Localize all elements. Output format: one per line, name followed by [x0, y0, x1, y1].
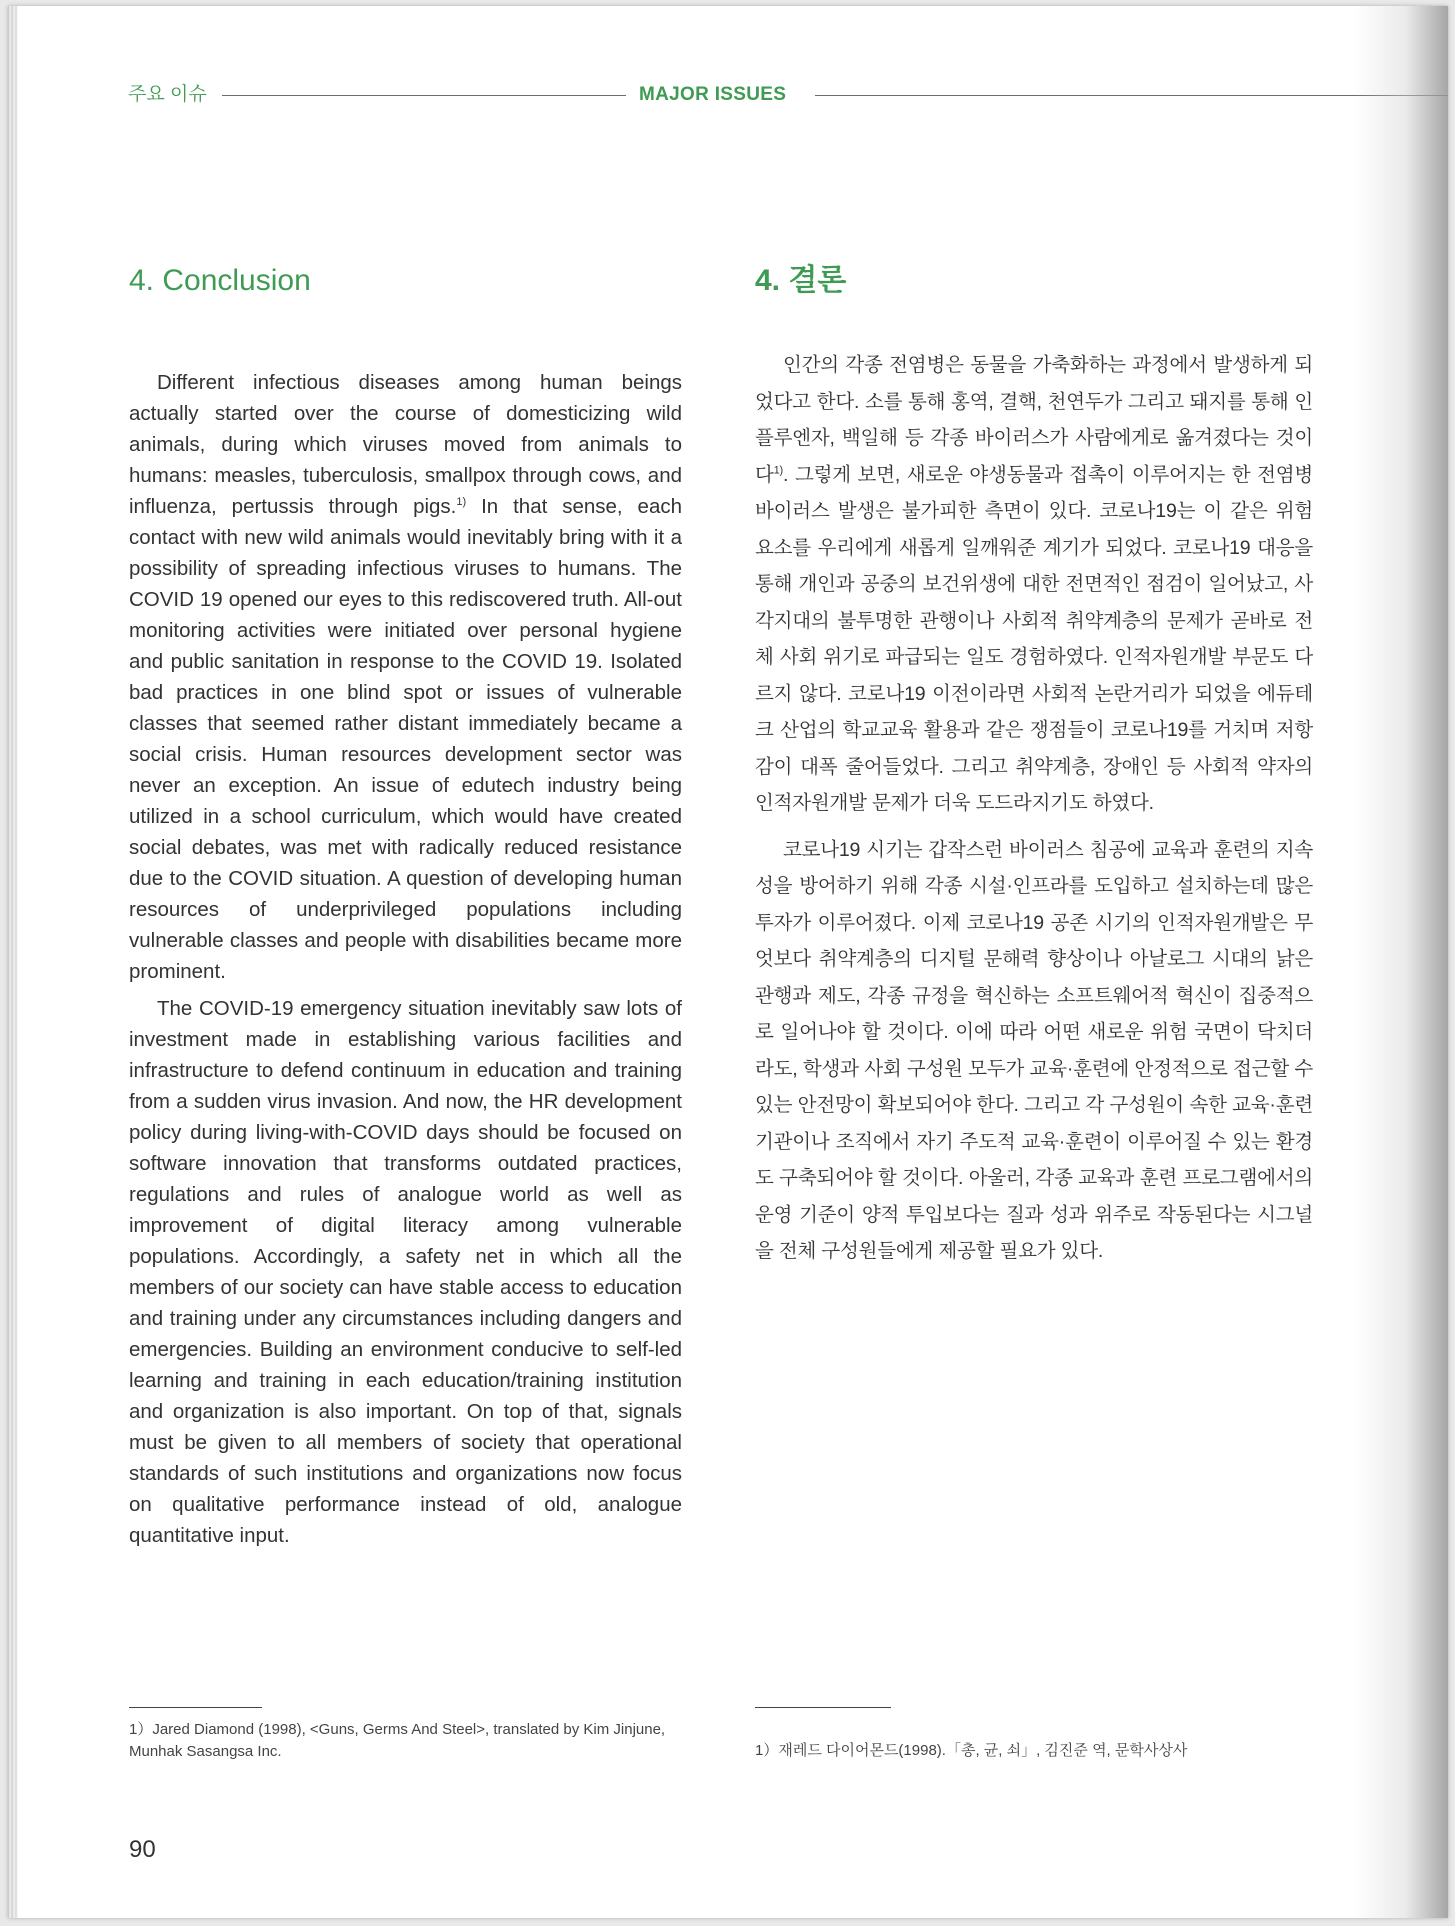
english-footnote: 1）Jared Diamond (1998), <Guns, Germs And Steel>, translated by Kim Jinjune, Munhak Sasangsa Inc.: [129, 1721, 666, 1760]
korean-section-title: 4. 결론: [755, 264, 847, 297]
gutter-shadow: [1353, 6, 1448, 1918]
english-paragraph-1-text-a: Different infectious diseases among human beings actually started over the course of domesticizing wild animals, during which viruses moved from animals to humans: measles, tuberculosis, smallpox through cows, and influenza, pertussis through pigs.: [129, 371, 682, 518]
korean-paragraph-1: [755, 347, 1313, 822]
header-rule-left: [222, 95, 626, 96]
korean-paragraph-1-text-a: 인간의 각종 전염병은 동물을 가축화하는 과정에서 발생하게 되었다고 한다. 소를 통해 홍역, 결핵, 천연두가 그리고 돼지를 통해 인플루엔자, 백일해 등 각종 바이러스가 사람에게로 옮겨졌다는 것이다: [755, 354, 1313, 486]
footnote-ref: 1): [773, 464, 784, 476]
header-korean-label: 주요 이슈: [128, 84, 207, 105]
english-paragraph-2: The COVID-19 emergency situation inevitably saw lots of investment made in establishing various facilities and infrastructure to defend continuum in education and training from a sudden virus invasion. And now, the HR development policy during living-with-COVID days should be focused on software innovation that transforms outdated practices, regulations and rules of analogue world as well as improvement of digital literacy among vulnerable populations. Accordingly, a safety net in which all the members of our society can have stable access to education and training under any circumstances including dangers and emergencies. Building an environment conducive to self-led learning and training in each education/training institution and organization is also important. On top of that, signals must be given to all members of society that operational standards of such institutions and organizations now focus on qualitative performance instead of old, analogue quantitative input.: [129, 997, 682, 1547]
page-number: 90: [129, 1836, 156, 1863]
english-footnote-rule: [129, 1707, 262, 1708]
running-header: [128, 80, 1448, 110]
header-english-label: MAJOR ISSUES: [639, 84, 787, 105]
korean-paragraph-1-text-b: . 그렇게 보면, 새로운 야생동물과 접촉이 이루어지는 한 전염병 바이러스 발생은 불가피한 측면이 있다. 코로나19는 이 같은 위험 요소를 우리에게 새롭게 일깨워준 계기가 되었다. 코로나19 대응을 통해 개인과 공중의 보건위생에 대한 전면적인 점검이 일어났고, 사각지대의 불투명한 관행이나 사회적 취약계층의 문제가 곧바로 전체 사회 위기로 파급되는 일도 경험하였다. 인적자원개발 부문도 다르지 않다. 코로나19 이전이라면 사회적 논란거리가 되었을 에듀테크 산업의 학교교육 활용과 같은 쟁점들이 코로나19를 거치며 저항감이 대폭 줄어들었다. 그리고 취약계층, 장애인 등 사회적 약자의 인적자원개발 문제가 더욱 도드라지기도 하였다.: [755, 463, 1313, 814]
english-paragraph-1: [129, 367, 682, 987]
english-paragraph-1-text-b: In that sense, each contact with new wild animals would inevitably bring with it a possibility of spreading infectious viruses to humans. The COVID 19 opened our eyes to this rediscovered truth. All-out monitoring activities were initiated over personal hygiene and public sanitation in response to the COVID 19. Isolated bad practices in one blind spot or issues of vulnerable classes that seemed rather distant immediately became a social crisis. Human resources development sector was never an exception. An issue of edutech industry being utilized in a school curriculum, which would have created social debates, was met with radically reduced resistance due to the COVID situation. A question of developing human resources of underprivileged populations including vulnerable classes and people with disabilities became more prominent.: [129, 495, 682, 983]
korean-column: [755, 347, 1313, 1270]
korean-footnote: 1）재레드 다이어몬드(1998).「총, 균, 쇠」, 김진준 역, 문학사상사: [755, 1742, 1188, 1759]
english-column: [129, 367, 682, 1551]
page: [8, 6, 1448, 1918]
korean-paragraph-2: 코로나19 시기는 갑작스런 바이러스 침공에 교육과 훈련의 지속성을 방어하기 위해 각종 시설·인프라를 도입하고 설치하는데 많은 투자가 이루어졌다. 이제 코로나19 공존 시기의 인적자원개발은 무엇보다 취약계층의 디지털 문해력 향상이나 아날로그 시대의 낡은 관행과 제도, 각종 규정을 혁신하는 소프트웨어적 혁신이 집중적으로 일어나야 할 것이다. 이에 따라 어떤 새로운 위험 국면이 닥치더라도, 학생과 사회 구성원 모두가 교육·훈련에 안정적으로 접근할 수 있는 안전망이 확보되어야 한다. 그리고 각 구성원이 속한 교육·훈련 기관이나 조직에서 자기 주도적 교육·훈련이 이루어질 수 있는 환경도 구축되어야 할 것이다. 아울러, 각종 교육과 훈련 프로그램에서의 운영 기준이 양적 투입보다는 질과 성과 위주로 작동된다는 시그널을 전체 구성원들에게 제공할 필요가 있다.: [755, 838, 1313, 1262]
binding-edge: [8, 6, 18, 1918]
korean-footnote-rule: [755, 1707, 891, 1708]
footnote-ref: 1): [456, 496, 467, 509]
english-section-title: 4. Conclusion: [129, 264, 311, 297]
